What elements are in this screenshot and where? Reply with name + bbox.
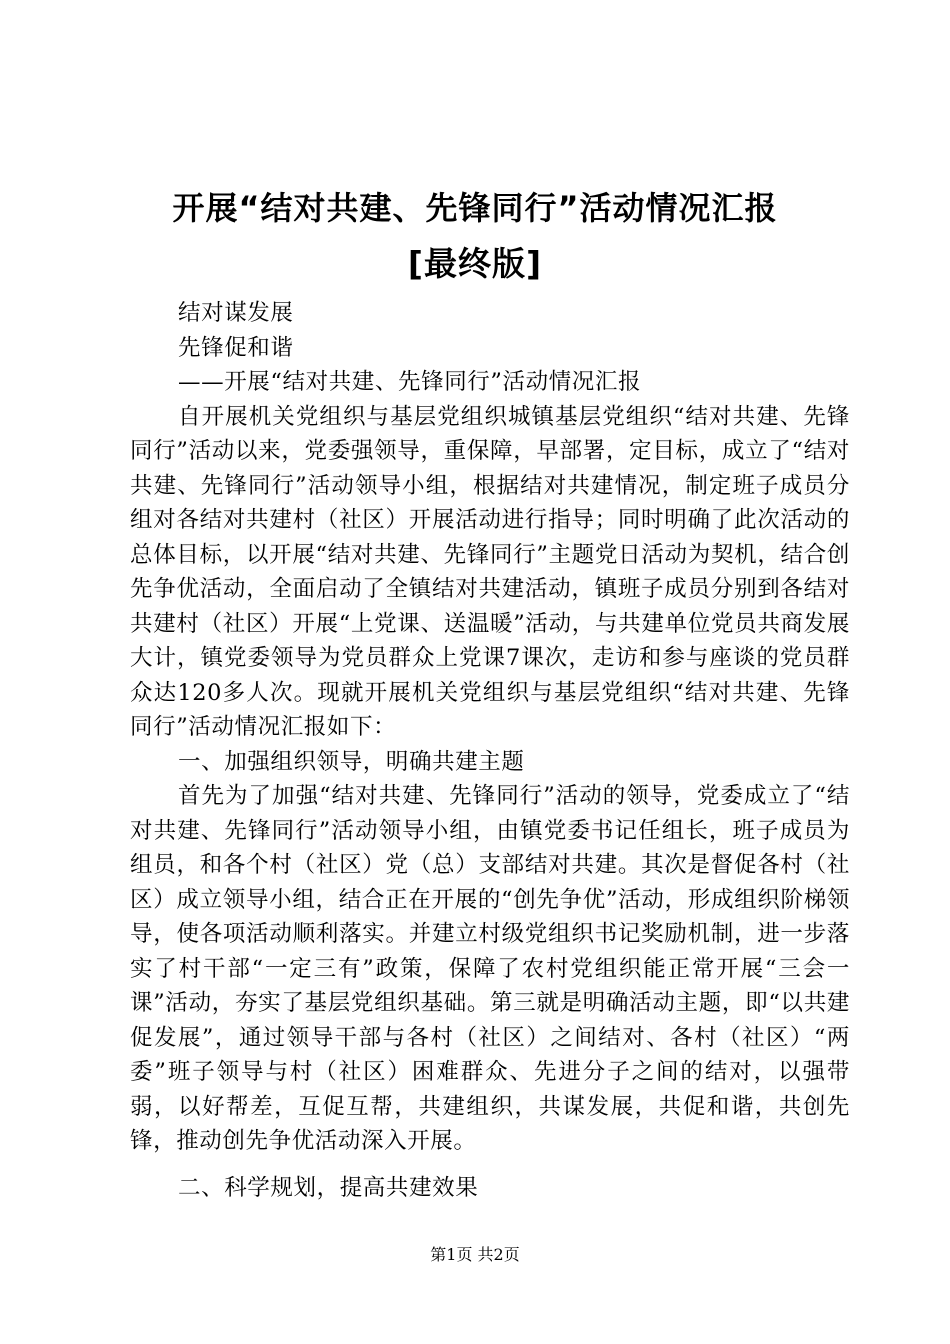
subtitle-line: 先锋促和谐 <box>178 334 294 361</box>
subtitle-line: ——开展“结对共建、先锋同行”活动情况汇报 <box>178 369 642 395</box>
subtitle-line: 结对谋发展 <box>178 300 294 326</box>
document-body <box>130 296 850 1205</box>
page-footer: 第1页 共2页 <box>430 1245 520 1264</box>
document-title-version: [最终版] <box>407 244 543 283</box>
document-title: 开展“结对共建、先锋同行”活动情况汇报 <box>172 189 778 227</box>
body-paragraph: 首先为了加强“结对共建、先锋同行”活动的领导，党委成立了“结对共建、先锋同行”活动领导小组，由镇党委书记任组长，班子成员为组员，和各个村（社区）党（总）支部结对共建。其次是督促各村（社区）成立领导小组，结合正在开展的“创先争优”活动，形成组织阶梯领导，使各项活动顺利落实。并建立村级党组织书记奖励机制，进一步落实了村干部“一定三有”政策，保障了农村党组织能正常开展“三会一课”活动，夯实了基层党组织基础。第三就是明确活动主题，即“以共建促发展”，通过领导干部与各村（社区）之间结对、各村（社区）“两委”班子领导与村（社区）困难群众、先进分子之间的结对，以强带弱，以好帮差，互促互帮，共建组织，共谋发展，共促和谐，共创先锋，推动创先争优活动深入开展。 <box>130 783 850 1154</box>
body-paragraph: 自开展机关党组织与基层党组织城镇基层党组织“结对共建、先锋同行”活动以来，党委强领导，重保障，早部署，定目标，成立了“结对共建、先锋同行”活动领导小组，根据结对共建情况，制定班子成员分组对各结对共建村（社区）开展活动进行指导；同时明确了此次活动的总体目标，以开展“结对共建、先锋同行”主题党日活动为契机，结合创先争优活动，全面启动了全镇结对共建活动，镇班子成员分别到各结对共建村（社区）开展“上党课、送温暖”活动，与共建单位党员共商发展大计，镇党委领导为党员群众上党课7课次，走访和参与座谈的党员群众达120多人次。现就开展机关党组织与基层党组织“结对共建、先锋同行”活动情况汇报如下： <box>130 403 850 740</box>
section-heading: 二、科学规划，提高共建效果 <box>178 1174 479 1201</box>
section-heading: 一、加强组织领导，明确共建主题 <box>178 748 525 775</box>
